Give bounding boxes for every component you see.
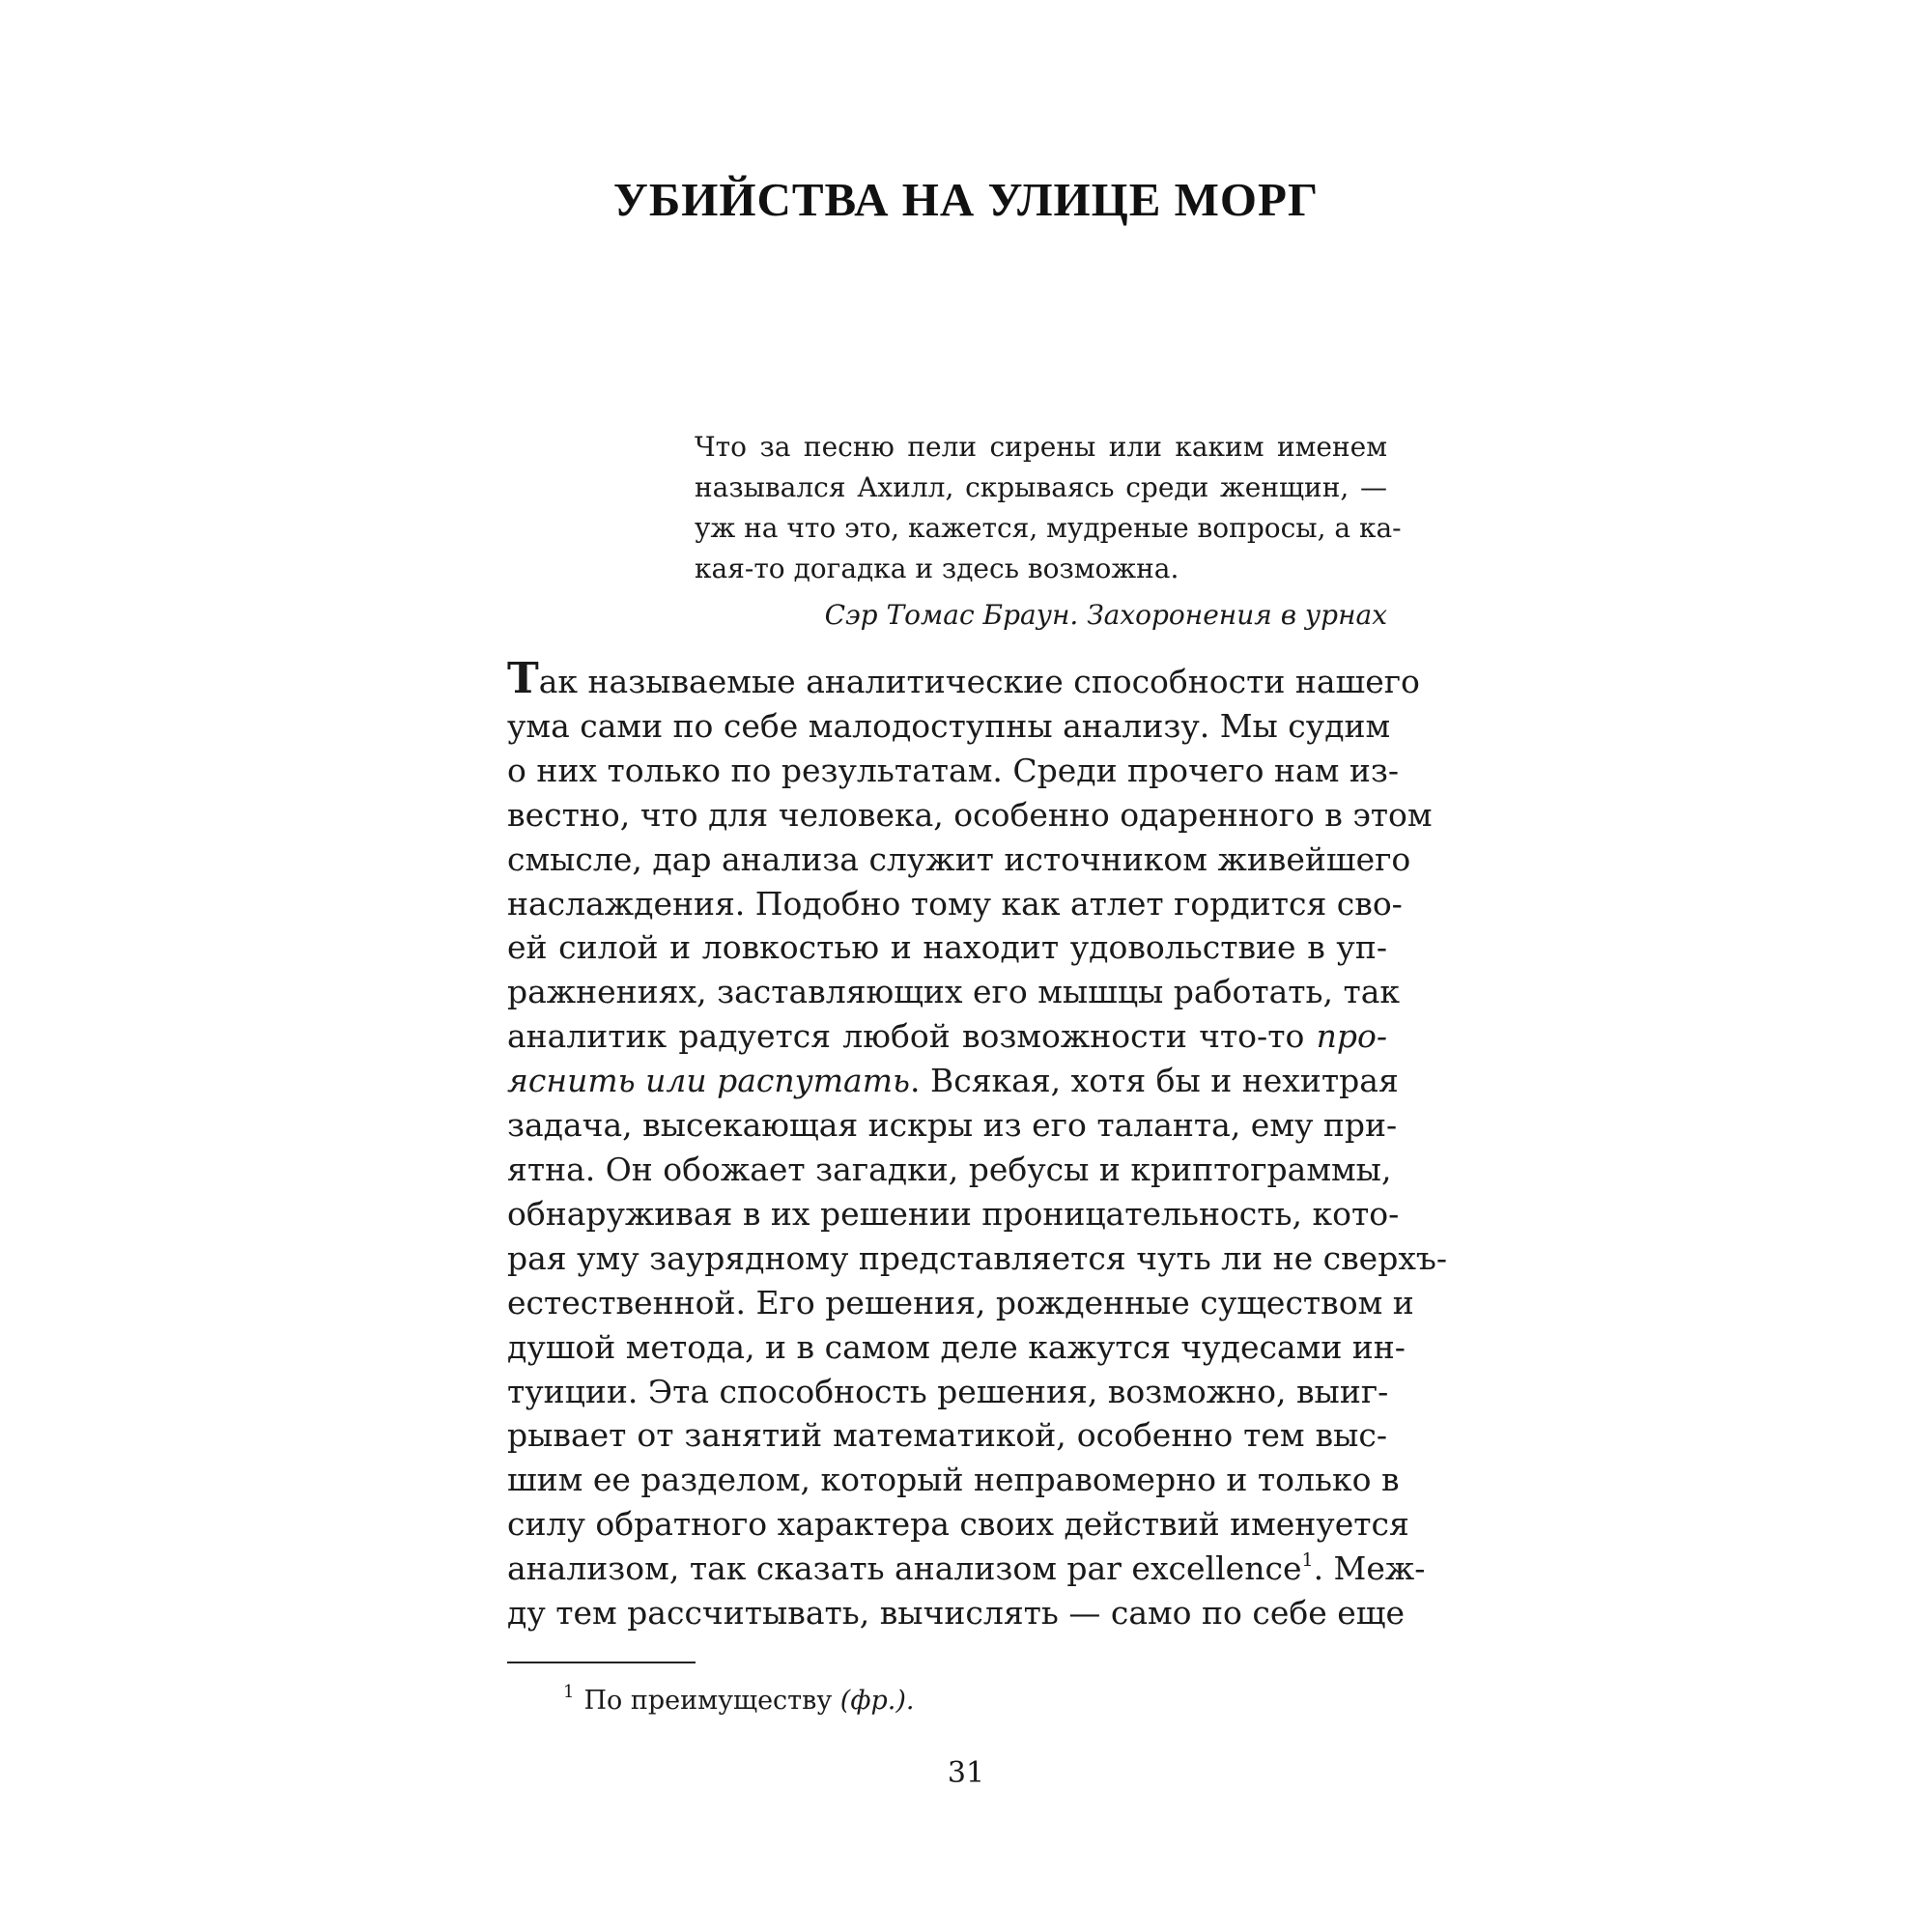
body-line: смысле, дар анализа служит источником живейшего <box>507 839 1411 878</box>
body-line: шим ее разделом, который неправомерно и только в <box>507 1461 1400 1499</box>
body-line: душой метода, и в самом деле кажутся чудесами ин- <box>507 1327 1406 1366</box>
body-line-text: . Меж- <box>1313 1549 1426 1588</box>
body-line: ражнениях, заставляющих его мышцы работать, так <box>507 973 1401 1011</box>
body-line <box>507 1059 1399 1103</box>
chapter-title: УБИЙСТВА НА УЛИЦЕ МОРГ <box>612 173 1320 226</box>
body-line: вестно, что для человека, особенно одаренного в этом <box>507 795 1433 834</box>
body-line: ятна. Он обожает загадки, ребусы и криптограммы, <box>507 1150 1392 1188</box>
body-line <box>507 1014 1387 1059</box>
body-line: ума сами по себе малодоступны анализу. Мы судим <box>507 706 1391 745</box>
body-line: рывает от занятий математикой, особенно тем выс- <box>507 1416 1387 1455</box>
body-line: наслаждения. Подобно тому как атлет гордится сво- <box>507 884 1403 923</box>
page-number: 31 <box>947 1756 985 1790</box>
body-line <box>507 654 1420 704</box>
footnote <box>563 1682 915 1716</box>
epigraph-line: Что за песню пели сирены или каким именем <box>695 431 1387 463</box>
body-line: рая уму заурядному представляется чуть ли не сверхъ- <box>507 1238 1448 1277</box>
body-line: задача, высекающая искры из его таланта, ему при- <box>507 1106 1398 1145</box>
drop-cap: Т <box>507 654 539 703</box>
body-line: естественной. Его решения, рожденные существом и <box>507 1283 1414 1321</box>
body-line-text: . Всякая, хотя бы и нехитрая <box>909 1062 1399 1100</box>
body-line-text: ак называемые аналитические способности нашего <box>538 663 1420 700</box>
epigraph <box>695 427 1402 636</box>
body-line: силу обратного характера своих действий именуется <box>507 1505 1409 1544</box>
italic-text: яснить или распутать <box>507 1062 910 1100</box>
footnote-text: По преимуществу <box>583 1686 840 1716</box>
footnote-mark: 1 <box>563 1682 575 1702</box>
epigraph-line: уж на что это, кажется, мудреные вопросы, а ка- <box>695 512 1402 544</box>
epigraph-line: кая-то догадка и здесь возможна. <box>695 553 1179 584</box>
body-line: обнаруживая в их решении проницательность, кото- <box>507 1194 1400 1233</box>
footnote-italic: (фр.). <box>839 1686 915 1716</box>
body-line-text: анализом, так сказать анализом par excellence <box>507 1549 1302 1588</box>
body-line-text: аналитик радуется любой возможности что-то <box>507 1017 1305 1056</box>
body-line <box>507 1547 1426 1591</box>
footnote-divider <box>507 1662 696 1663</box>
body-line: туиции. Эта способность решения, возможно, выиг- <box>507 1372 1389 1410</box>
epigraph-source: Сэр Томас Браун. Захоронения в урнах <box>824 599 1387 631</box>
body-line: ей силой и ловкостью и находит удовольствие в уп- <box>507 928 1387 967</box>
italic-text: про- <box>1316 1017 1387 1056</box>
body-text <box>507 654 1448 1635</box>
epigraph-line: назывался Ахилл, скрываясь среди женщин, — <box>695 471 1387 503</box>
body-line: ду тем рассчитывать, вычислять — само по себе еще <box>507 1594 1406 1633</box>
footnote-ref[interactable]: 1 <box>1301 1549 1314 1572</box>
body-line: о них только по результатам. Среди прочего нам из- <box>507 751 1400 789</box>
